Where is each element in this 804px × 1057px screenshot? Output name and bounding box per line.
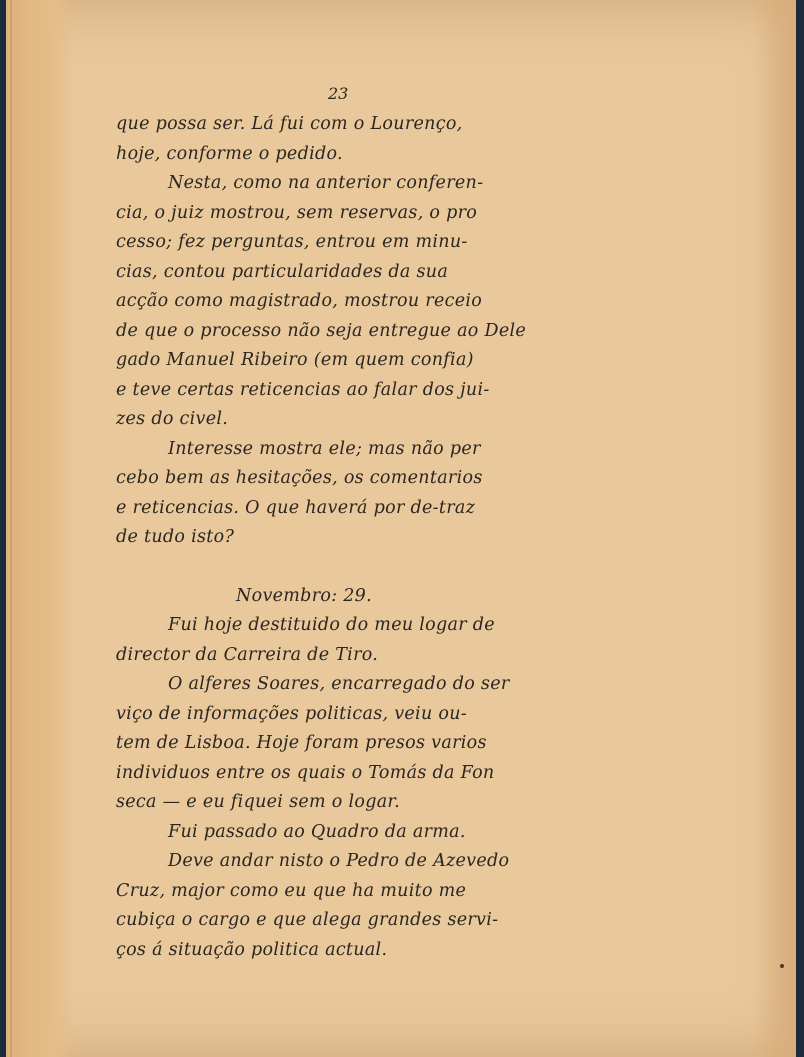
text-line: e reticencias. O que haverá por de-traz (116, 497, 476, 518)
text-line: individuos entre os quais o Tomás da Fon (116, 762, 495, 783)
text-line: cia, o juiz mostrou, sem reservas, o pro (116, 202, 478, 223)
text-line: Fui hoje destituido do meu logar de (168, 615, 495, 635)
text-line: cubiça o cargo e que alega grandes servi- (116, 910, 499, 930)
text-line: viço de informações politicas, veiu ou- (116, 703, 468, 724)
page-left-margin (6, 0, 74, 1057)
text-line: de tudo isto? (116, 527, 235, 547)
page-right-margin (756, 0, 796, 1057)
text-line: zes do civel. (116, 409, 229, 429)
text-line: gado Manuel Ribeiro (em quem confia) (116, 350, 474, 370)
text-line: seca — e eu fiquei sem o logar. (116, 792, 401, 812)
text-line: ços á situação politica actual. (116, 939, 388, 960)
text-line: de que o processo não seja entregue ao Dele (116, 320, 527, 341)
page-fold (10, 0, 12, 1057)
text-line: cias, contou particularidades da sua (116, 261, 449, 282)
text-line: e teve certas reticencias ao falar dos jui- (116, 379, 490, 400)
text-line: tem de Lisboa. Hoje foram presos varios (116, 733, 487, 753)
text-line: director da Carreira de Tiro. (116, 644, 379, 665)
text-line: Interesse mostra ele; mas não per (168, 438, 481, 459)
handwritten-text (116, 110, 616, 965)
text-line: Cruz, major como eu que ha muito me (116, 880, 467, 901)
text-line: cebo bem as hesitações, os comentarios (116, 468, 483, 488)
page-number: 23 (328, 84, 349, 103)
date-heading: Novembro: 29. (236, 585, 372, 606)
paragraph-gap (116, 553, 616, 582)
text-line: hoje, conforme o pedido. (116, 143, 343, 164)
ink-speck (780, 964, 784, 968)
text-line: Nesta, como na anterior conferen- (168, 173, 484, 193)
text-line: Fui passado ao Quadro da arma. (168, 821, 466, 842)
manuscript-page (6, 0, 796, 1057)
text-line: acção como magistrado, mostrou receio (116, 291, 483, 311)
text-line: que possa ser. Lá fui com o Lourenço, (116, 114, 463, 134)
text-line: Deve andar nisto o Pedro de Azevedo (168, 851, 510, 871)
text-line: cesso; fez perguntas, entrou em minu- (116, 232, 468, 252)
text-line: O alferes Soares, encarregado do ser (168, 674, 510, 694)
